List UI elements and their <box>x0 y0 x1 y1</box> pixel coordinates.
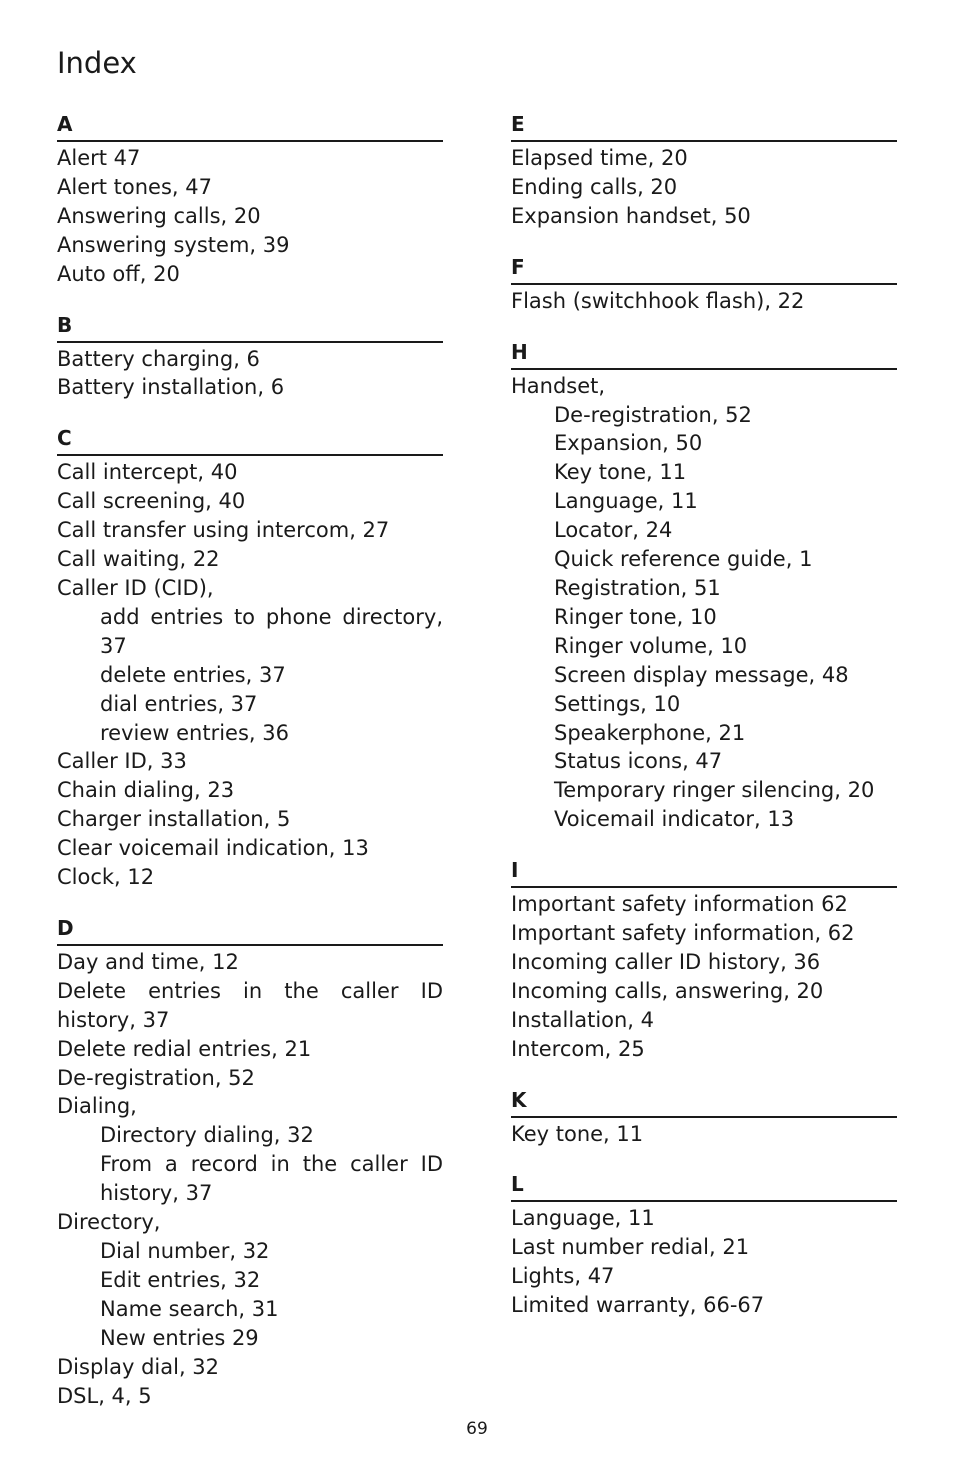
section-letter: E <box>511 112 897 142</box>
index-subentry: Locator, 24 <box>554 518 673 543</box>
index-section-f <box>511 255 897 316</box>
index-entry: Key tone, 11 <box>511 1121 644 1146</box>
index-entry: Last number redial, 21 <box>511 1235 750 1260</box>
index-section-a <box>57 112 443 289</box>
index-entry: Call intercept, 40 <box>57 460 238 485</box>
index-section-h <box>511 340 897 835</box>
index-entry: Clock, 12 <box>57 865 155 890</box>
index-section-c <box>57 426 443 892</box>
index-subentry: Name search, 31 <box>100 1296 279 1321</box>
index-subentry: De-registration, 52 <box>554 402 752 427</box>
page-number: 69 <box>466 1419 488 1439</box>
index-subentry: New entries 29 <box>100 1325 259 1350</box>
index-entry: Caller ID, 33 <box>57 749 187 774</box>
index-entry: Dialing, <box>57 1094 137 1119</box>
index-subentry: Screen display message, 48 <box>554 662 849 687</box>
index-entry: Auto off, 20 <box>57 261 180 286</box>
index-entry: Call waiting, 22 <box>57 547 220 572</box>
index-entry: Delete redial entries, 21 <box>57 1036 312 1061</box>
index-entry: Directory, <box>57 1210 161 1235</box>
index-subentry: dial entries, 37 <box>100 691 258 716</box>
section-letter: B <box>57 313 443 343</box>
section-letter: F <box>511 255 897 285</box>
index-entry: Ending calls, 20 <box>511 174 678 199</box>
section-letter: I <box>511 858 897 888</box>
section-letter: H <box>511 340 897 370</box>
index-entry: Elapsed time, 20 <box>511 146 688 170</box>
index-entry: Answering system, 39 <box>57 232 290 257</box>
index-entry: Expansion handset, 50 <box>511 203 751 228</box>
index-entry: Battery installation, 6 <box>57 375 285 400</box>
index-subentry: add entries to phone directory, 37 <box>100 604 443 658</box>
index-entry: Clear voicemail indication, 13 <box>57 836 369 861</box>
index-subentry: Expansion, 50 <box>554 431 703 456</box>
index-column-right <box>511 112 897 1344</box>
index-entry: Incoming calls, answering, 20 <box>511 978 824 1003</box>
index-entry: Lights, 47 <box>511 1264 615 1289</box>
index-subentry: Directory dialing, 32 <box>100 1123 314 1148</box>
section-letter: D <box>57 916 443 946</box>
index-entry: Alert tones, 47 <box>57 174 212 199</box>
index-entry: Caller ID (CID), <box>57 575 214 600</box>
index-subentry: Key tone, 11 <box>554 460 687 485</box>
index-entry: Battery charging, 6 <box>57 346 260 371</box>
index-entry: Delete entries in the caller ID history, 37 <box>57 978 443 1032</box>
index-entry: Alert 47 <box>57 146 141 170</box>
index-subentry: Dial number, 32 <box>100 1239 270 1263</box>
index-subentry: Speakerphone, 21 <box>554 720 746 745</box>
index-entry: Important safety information, 62 <box>511 921 855 946</box>
index-entry: Display dial, 32 <box>57 1354 220 1379</box>
index-section-i <box>511 858 897 1063</box>
index-subentry: Temporary ringer silencing, 20 <box>554 778 875 803</box>
index-subentry: Quick reference guide, 1 <box>554 547 813 572</box>
index-entry: Day and time, 12 <box>57 949 239 974</box>
index-subentry: Ringer tone, 10 <box>554 604 717 629</box>
index-entry: Handset, <box>511 373 606 398</box>
index-subentry: Language, 11 <box>554 489 698 514</box>
index-entry: Intercom, 25 <box>511 1036 645 1061</box>
section-letter: K <box>511 1088 897 1118</box>
index-column-left <box>57 112 443 1434</box>
index-section-k <box>511 1088 897 1149</box>
index-entry: Call screening, 40 <box>57 489 246 514</box>
index-section-d <box>57 916 443 1411</box>
index-entry: Charger installation, 5 <box>57 807 291 832</box>
index-subentry: delete entries, 37 <box>100 662 286 687</box>
section-letter: L <box>511 1172 897 1202</box>
index-subentry: Edit entries, 32 <box>100 1267 261 1292</box>
index-entry: DSL, 4, 5 <box>57 1383 152 1408</box>
index-subentry: Settings, 10 <box>554 691 681 716</box>
index-subentry: From a record in the caller ID history, 37 <box>100 1152 443 1206</box>
index-entry: Installation, 4 <box>511 1007 655 1032</box>
index-entry: De-registration, 52 <box>57 1065 255 1090</box>
index-entry: Answering calls, 20 <box>57 203 261 228</box>
index-section-l <box>511 1172 897 1320</box>
index-entry: Flash (switchhook flash), 22 <box>511 288 805 313</box>
index-subentry: Status icons, 47 <box>554 749 723 774</box>
page-title: Index <box>57 46 137 80</box>
index-section-e <box>511 112 897 231</box>
index-entry: Call transfer using intercom, 27 <box>57 518 390 543</box>
index-section-b <box>57 313 443 403</box>
index-subentry: review entries, 36 <box>100 720 289 745</box>
index-subentry: Registration, 51 <box>554 575 721 600</box>
index-entry: Limited warranty, 66-67 <box>511 1293 765 1318</box>
index-subentry: Voicemail indicator, 13 <box>554 807 795 832</box>
section-letter: C <box>57 426 443 456</box>
index-entry: Important safety information 62 <box>511 892 848 917</box>
index-entry: Incoming caller ID history, 36 <box>511 949 821 974</box>
index-entry: Language, 11 <box>511 1206 655 1231</box>
index-subentry: Ringer volume, 10 <box>554 633 748 658</box>
index-entry: Chain dialing, 23 <box>57 778 235 803</box>
section-letter: A <box>57 112 443 142</box>
